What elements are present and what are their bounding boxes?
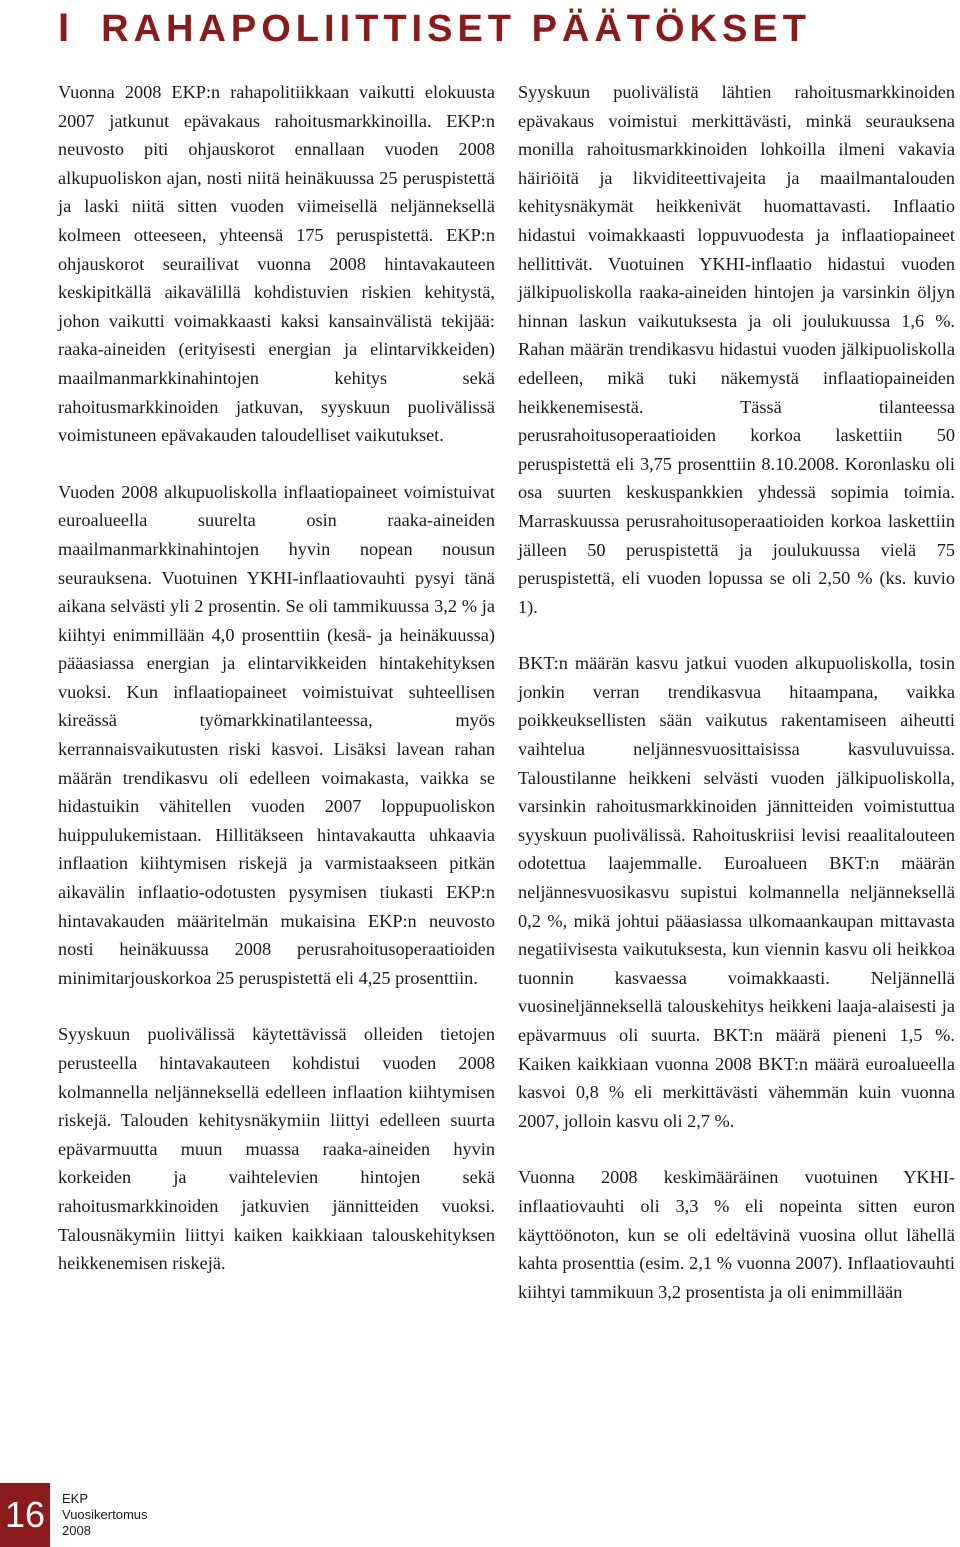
paragraph: BKT:n määrän kasvu jatkui vuoden alkupuoliskolla, tosin jonkin verran trendikasvua hitaampana, vaikka poikkeuksellisten sään vaikutus rakentamiseen aiheutti vaihtelua neljännesvuosittaisissa kasvuluvuissa. Taloustilanne heikkeni selvästi vuoden jälkipuoliskolla, varsinkin rahoitusmarkkinoiden jännitteiden voimistuttua syyskuun puolivälissä. Rahoituskriisi levisi reaalitalouteen odotettua laajemmalle. Euroalueen BKT:n määrän neljännesvuosikasvu supistui kolmannella neljänneksellä 0,2 %, mikä johtui pääasiassa ulkomaankaupan mittavasta negatiivisesta vaikutuksesta, kun viennin kasvu oli heikkoa tuonnin kasvaessa voimakkaasti. Neljännellä vuosineljänneksellä talouskehitys heikkeni laaja-alaisesti ja epävarmuus oli suurta. BKT:n määrä pieneni 1,5 %. Kaiken kaikkiaan vuonna 2008 BKT:n määrä euroalueella kasvoi 0,8 % eli merkittävästi vähemmän kuin vuonna 2007, jolloin kasvu oli 2,7 %.: [518, 653, 955, 1131]
publication-year: 2008: [62, 1523, 91, 1538]
chapter-title: RAHAPOLIITTISET PÄÄTÖKSET: [101, 8, 811, 50]
left-column: [58, 78, 495, 1306]
right-column: [518, 78, 955, 1334]
chapter-number: I: [58, 6, 70, 50]
chapter-header: [58, 6, 811, 51]
publication-info: [62, 1491, 148, 1539]
page-footer: [0, 1477, 960, 1547]
paragraph: Syyskuun puolivälistä lähtien rahoitusmarkkinoiden epävakaus voimistui merkittävästi, minkä seurauksena monilla rahoitusmarkkinoiden lohkoilla ilmeni vakavia häiriöitä ja likviditeettivajeita ja maailmantalouden kehitysnäkymät heikkenivät huomattavasti. Inflaatio hidastui voimakkaasti loppuvuodesta ja inflaatiopaineet hellittivät. Vuotuinen YKHI-inflaatio hidastui vuoden jälkipuoliskolla raaka-aineiden hintojen ja varsinkin öljyn hinnan laskun vaikutuksesta ja oli joulukuussa 1,6 %. Rahan määrän trendikasvu hidastui vuoden jälkipuoliskolla edelleen, mikä tuki näkemystä inflaatiopaineiden heikkenemisestä. Tässä tilanteessa perusrahoitusoperaatioiden korkoa laskettiin 50 peruspistettä eli 3,75 prosenttiin 8.10.2008. Koronlasku oli osa suurten keskuspankkien yhdessä sopimia toimia. Marraskuussa perusrahoitusoperaatioiden korkoa laskettiin jälleen 50 peruspistettä ja joulukuussa vielä 75 peruspistettä, eli vuoden lopussa se oli 2,50 % (ks. kuvio 1).: [518, 82, 955, 617]
paragraph: Syyskuun puolivälissä käytettävissä olleiden tietojen perusteella hintavakauteen kohdistui vuoden 2008 kolmannella neljänneksellä edelleen inflaation kiihtymisen riskejä. Talouden kehitysnäkymiin liittyi edelleen suurta epävarmuutta muun muassa raaka-aineiden hyvin korkeiden ja vaihtelevien hintojen sekä rahoitusmarkkinoiden jatkuvien jännitteiden vuoksi. Talousnäkymiin liittyi kaiken kaikkiaan talouskehityksen heikkenemisen riskejä.: [58, 1024, 495, 1274]
paragraph: Vuonna 2008 keskimääräinen vuotuinen YKHI-inflaatiovauhti oli 3,3 % eli nopeinta sitten euron käyttöönoton, kun se oli edeltävinä vuosina ollut lähellä kahta prosenttia (esim. 2,1 % vuonna 2007). Inflaatiovauhti kiihtyi tammikuun 3,2 prosentista ja oli enimmillään: [518, 1167, 955, 1302]
publication-title: Vuosikertomus: [62, 1507, 148, 1522]
paragraph: Vuoden 2008 alkupuoliskolla inflaatiopaineet voimistuivat euroalueella suurelta osin raaka-aineiden maailmanmarkkinahintojen hyvin nopean nousun seurauksena. Vuotuinen YKHI-inflaatiovauhti pysyi tänä aikana selvästi yli 2 prosentin. Se oli tammikuussa 3,2 % ja kiihtyi enimmillään 4,0 prosenttiin (kesä- ja heinäkuussa) pääasiassa energian ja elintarvikkeiden hintakehityksen vuoksi. Kun inflaatiopaineet voimistuivat suhteellisen kireässä työmarkkinatilanteessa, myös kerrannaisvaikutusten riski kasvoi. Lisäksi lavean rahan määrän trendikasvu oli edelleen voimakasta, vaikka se hidastuikin vähitellen vuoden 2007 loppupuoliskon huippulukemistaan. Hillitäkseen hintavakautta uhkaavia inflaation kiihtymisen riskejä ja varmistaakseen pitkän aikavälin inflaatio-odotusten pysymisen tiukasti EKP:n hintavakauden määritelmän mukaisina EKP:n neuvosto nosti heinäkuussa 2008 perusrahoitusoperaatioiden minimitarjouskorkoa 25 peruspistettä eli 4,25 prosenttiin.: [58, 481, 495, 988]
paragraph: Vuonna 2008 EKP:n rahapolitiikkaan vaikutti elokuusta 2007 jatkunut epävakaus rahoitusmarkkinoilla. EKP:n neuvosto piti ohjauskorot ennallaan vuoden 2008 alkupuoliskon ajan, nosti niitä heinäkuussa 25 peruspistettä ja laski niitä sitten vuoden viimeisellä neljänneksellä kolmeen otteeseen, yhteensä 175 peruspistettä. EKP:n ohjauskorot seurailivat vuonna 2008 hintavakauteen keskipitkällä aikavälillä kohdistuvien riskien kehitystä, johon vaikutti voimakkaasti kaksi kansainvälistä tekijää: raaka-aineiden (erityisesti energian ja elintarvikkeiden) maailmanmarkkinahintojen kehitys sekä rahoitusmarkkinoiden jatkuvan, syyskuun puolivälissä voimistuneen epävakauden taloudelliset vaikutukset.: [58, 82, 495, 446]
page-number: 16: [0, 1483, 50, 1547]
publisher-name: EKP: [62, 1491, 89, 1506]
